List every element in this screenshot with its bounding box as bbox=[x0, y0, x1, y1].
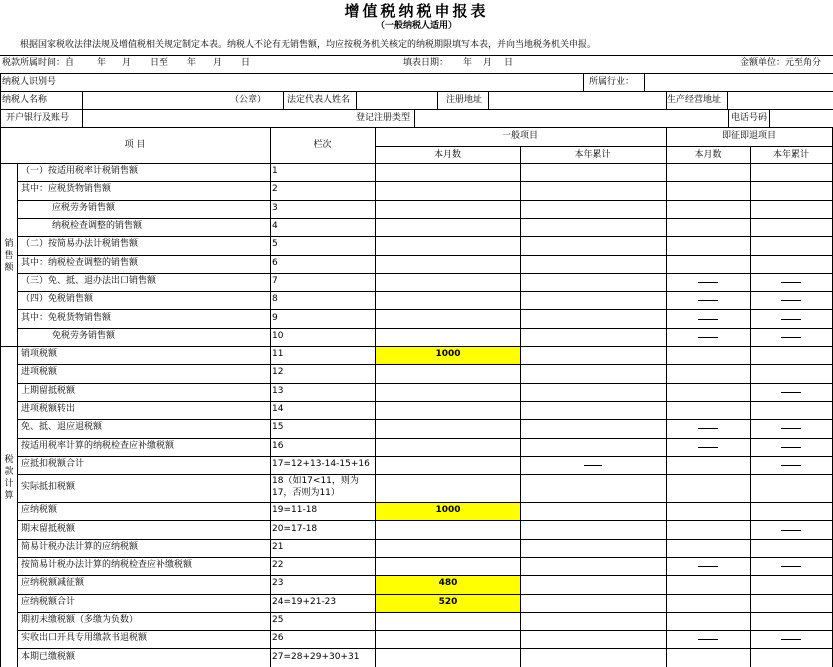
row-item-label: （一）按适用税率计税销售额 bbox=[21, 166, 139, 177]
form-notice: 根据国家税收法律法规及增值税相关规定制定本表。纳税人不论有无销售额，均应按税务机关核定的纳税期限填写本表，并向当地税务机关申报。 bbox=[20, 40, 597, 50]
row-item-label: 简易计税办法计算的应纳税额 bbox=[21, 541, 139, 552]
refund-year-header: 本年累计 bbox=[772, 150, 809, 160]
bank-label: 开户银行及账号 bbox=[6, 113, 70, 123]
row-month-value[interactable]: 1000 bbox=[435, 349, 461, 360]
not-applicable-dash bbox=[781, 530, 801, 531]
row-item-label: 纳税检查调整的销售额 bbox=[52, 221, 143, 232]
phone-label: 电话号码 bbox=[731, 113, 768, 123]
general-month-header: 本月数 bbox=[433, 150, 461, 160]
grid-line bbox=[17, 163, 18, 667]
row-col-number: 6 bbox=[272, 257, 278, 268]
not-applicable-dash bbox=[698, 300, 718, 301]
biz-address-label: 生产经营地址 bbox=[667, 95, 722, 105]
grid-line bbox=[17, 401, 833, 402]
row-item-label: 其中：纳税检查调整的销售额 bbox=[21, 257, 139, 268]
grid-line bbox=[283, 91, 284, 109]
row-col-number: 9 bbox=[272, 312, 278, 323]
row-col-number: 4 bbox=[272, 221, 278, 232]
not-applicable-dash bbox=[698, 639, 718, 640]
not-applicable-dash bbox=[781, 319, 801, 320]
form-title: 增值税纳税申报表 bbox=[344, 2, 489, 20]
not-applicable-dash bbox=[781, 447, 801, 448]
grid-line bbox=[17, 557, 833, 558]
grid-line bbox=[17, 236, 833, 237]
row-col-number: 14 bbox=[272, 404, 284, 415]
period-day2: 日 bbox=[241, 58, 251, 68]
row-item-label: 应纳税额减征额 bbox=[21, 578, 85, 589]
grid-line bbox=[17, 200, 833, 201]
grid-line bbox=[17, 456, 833, 457]
row-item-label: 进项税额 bbox=[21, 367, 58, 378]
row-col-number: 23 bbox=[272, 578, 284, 589]
grid-line bbox=[644, 73, 645, 91]
grid-line bbox=[17, 328, 833, 329]
period-month1: 月 bbox=[122, 58, 132, 68]
not-applicable-dash bbox=[781, 428, 801, 429]
refund-header: 即征即退项目 bbox=[721, 131, 776, 141]
row-col-number: 24=19+21-23 bbox=[272, 596, 337, 607]
row-col-number: 7 bbox=[272, 275, 278, 286]
reg-address-label: 注册地址 bbox=[446, 95, 483, 105]
grid-line bbox=[414, 109, 415, 127]
grid-line bbox=[520, 146, 521, 667]
section-sales-label: 销售额 bbox=[4, 239, 14, 273]
grid-line bbox=[0, 73, 833, 74]
row-month-value[interactable]: 1000 bbox=[435, 505, 461, 516]
row-col-number: 18（如17<11，则为 bbox=[272, 476, 359, 487]
grid-line bbox=[17, 419, 833, 420]
period-month2: 月 bbox=[213, 58, 223, 68]
row-col-number: 20=17-18 bbox=[272, 523, 318, 534]
fill-date-label: 填表日期： bbox=[403, 58, 449, 68]
not-applicable-dash bbox=[781, 465, 801, 466]
row-item-label: 免、抵、退应退税额 bbox=[21, 422, 103, 433]
fill-year: 年 bbox=[463, 58, 473, 68]
item-header: 项 目 bbox=[124, 140, 146, 150]
row-item-label: （三）免、抵、退办法出口销售额 bbox=[21, 275, 157, 286]
general-header: 一般项目 bbox=[501, 131, 538, 141]
row-col-number: 3 bbox=[272, 202, 278, 213]
row-item-label: 应税劳务销售额 bbox=[52, 202, 116, 213]
period-year1: 年 bbox=[97, 58, 107, 68]
refund-month-header: 本月数 bbox=[694, 150, 722, 160]
fill-month: 月 bbox=[483, 58, 493, 68]
row-item-label: 实收出口开具专用缴款书退税额 bbox=[21, 633, 148, 644]
grid-line bbox=[17, 291, 833, 292]
taxpayer-id-label: 纳税人识别号 bbox=[2, 77, 57, 87]
grid-line bbox=[0, 55, 833, 56]
row-item-label: 实际抵扣税额 bbox=[21, 482, 76, 493]
unit-label: 金额单位：元至角分 bbox=[740, 58, 822, 68]
row-month-value[interactable]: 520 bbox=[438, 596, 458, 607]
grid-line bbox=[17, 539, 833, 540]
not-applicable-dash bbox=[698, 282, 718, 283]
row-col-number: 25 bbox=[272, 615, 284, 626]
row-col-number: 2 bbox=[272, 184, 278, 195]
row-item-label: 本期已缴税额 bbox=[21, 651, 76, 662]
colno-header: 栏次 bbox=[313, 140, 332, 150]
grid-line bbox=[0, 346, 17, 347]
grid-line bbox=[17, 273, 833, 274]
row-item-label: 其中：免税货物销售额 bbox=[21, 312, 112, 323]
row-item-label: 上期留抵税额 bbox=[21, 385, 76, 396]
grid-line bbox=[17, 255, 833, 256]
row-item-label: 进项税额转出 bbox=[21, 404, 76, 415]
fill-day: 日 bbox=[504, 58, 514, 68]
grid-line bbox=[0, 109, 833, 110]
grid-line bbox=[0, 127, 833, 128]
not-applicable-dash bbox=[781, 337, 801, 338]
row-item-label: 期末留抵税额 bbox=[21, 523, 76, 534]
grid-line bbox=[0, 91, 833, 92]
grid-line bbox=[750, 146, 751, 667]
row-col-number: 5 bbox=[272, 239, 278, 250]
row-col-number: 15 bbox=[272, 422, 284, 433]
not-applicable-dash bbox=[698, 428, 718, 429]
grid-line bbox=[17, 438, 833, 439]
row-item-label: 应抵扣税额合计 bbox=[21, 458, 85, 469]
grid-line bbox=[82, 91, 83, 127]
not-applicable-dash bbox=[698, 319, 718, 320]
row-item-label: 应纳税额合计 bbox=[21, 596, 76, 607]
row-item-label: 其中：应税货物销售额 bbox=[21, 184, 112, 195]
row-col-number: 19=11-18 bbox=[272, 505, 318, 516]
not-applicable-dash bbox=[781, 566, 801, 567]
grid-line bbox=[769, 109, 770, 127]
not-applicable-dash bbox=[698, 337, 718, 338]
taxpayer-name-label: 纳税人名称 bbox=[2, 95, 48, 105]
grid-line bbox=[270, 127, 271, 667]
industry-label: 所属行业： bbox=[589, 77, 635, 87]
general-year-header: 本年累计 bbox=[574, 150, 611, 160]
row-col-number: 26 bbox=[272, 633, 284, 644]
grid-line bbox=[17, 218, 833, 219]
row-col-number: 22 bbox=[272, 560, 284, 571]
row-item-label: 按适用税率计算的纳税检查应补缴税额 bbox=[21, 440, 175, 451]
row-col-number: 16 bbox=[272, 440, 284, 451]
grid-line bbox=[17, 474, 833, 475]
row-item-label: 应纳税额 bbox=[21, 505, 58, 516]
row-item-label: 免税劳务销售额 bbox=[52, 330, 116, 341]
row-col-number: 11 bbox=[272, 349, 284, 360]
grid-line bbox=[17, 181, 833, 182]
grid-line bbox=[0, 163, 833, 164]
grid-line bbox=[17, 648, 833, 649]
row-col-number: 17，否则为11） bbox=[272, 488, 340, 499]
row-col-number: 1 bbox=[272, 166, 278, 177]
row-col-number: 10 bbox=[272, 330, 284, 341]
grid-line bbox=[375, 146, 833, 147]
row-item-label: 期初未缴税额（多缴为负数） bbox=[21, 615, 139, 626]
grid-line bbox=[437, 91, 438, 109]
grid-line bbox=[488, 91, 489, 109]
legal-rep-label: 法定代表人姓名 bbox=[287, 95, 351, 105]
not-applicable-dash bbox=[781, 639, 801, 640]
grid-line bbox=[727, 91, 728, 109]
grid-line bbox=[17, 309, 833, 310]
not-applicable-dash bbox=[781, 300, 801, 301]
grid-line bbox=[17, 383, 833, 384]
period-day-to: 日至 bbox=[150, 58, 169, 68]
section-tax-calc-label: 税款计算 bbox=[4, 455, 14, 501]
row-item-label: （二）按简易办法计税销售额 bbox=[21, 239, 139, 250]
row-col-number: 27=28+29+30+31 bbox=[272, 651, 360, 662]
not-applicable-dash bbox=[781, 392, 801, 393]
not-applicable-dash bbox=[698, 447, 718, 448]
form-subtitle: （一般纳税人适用） bbox=[375, 21, 457, 31]
row-item-label: 销项税额 bbox=[21, 349, 58, 360]
not-applicable-dash bbox=[584, 465, 602, 466]
grid-line bbox=[17, 630, 833, 631]
grid-line bbox=[583, 73, 584, 91]
row-col-number: 13 bbox=[272, 385, 284, 396]
row-month-value[interactable]: 480 bbox=[438, 578, 458, 589]
row-col-number: 21 bbox=[272, 541, 284, 552]
grid-line bbox=[728, 109, 729, 127]
reg-type-label: 登记注册类型 bbox=[356, 113, 411, 123]
row-col-number: 8 bbox=[272, 294, 278, 305]
period-label: 税款所属时间：自 bbox=[2, 58, 75, 68]
row-item-label: 按简易计税办法计算的纳税检查应补缴税额 bbox=[21, 560, 193, 571]
row-item-label: （四）免税销售额 bbox=[21, 294, 94, 305]
not-applicable-dash bbox=[698, 566, 718, 567]
row-col-number: 17=12+13-14-15+16 bbox=[272, 458, 370, 469]
grid-line bbox=[356, 91, 357, 109]
grid-line bbox=[666, 127, 667, 667]
row-col-number: 12 bbox=[272, 367, 284, 378]
not-applicable-dash bbox=[781, 282, 801, 283]
period-year2: 年 bbox=[187, 58, 197, 68]
grid-line bbox=[666, 91, 667, 109]
seal-label: （公章） bbox=[230, 95, 267, 105]
grid-line bbox=[17, 612, 833, 613]
